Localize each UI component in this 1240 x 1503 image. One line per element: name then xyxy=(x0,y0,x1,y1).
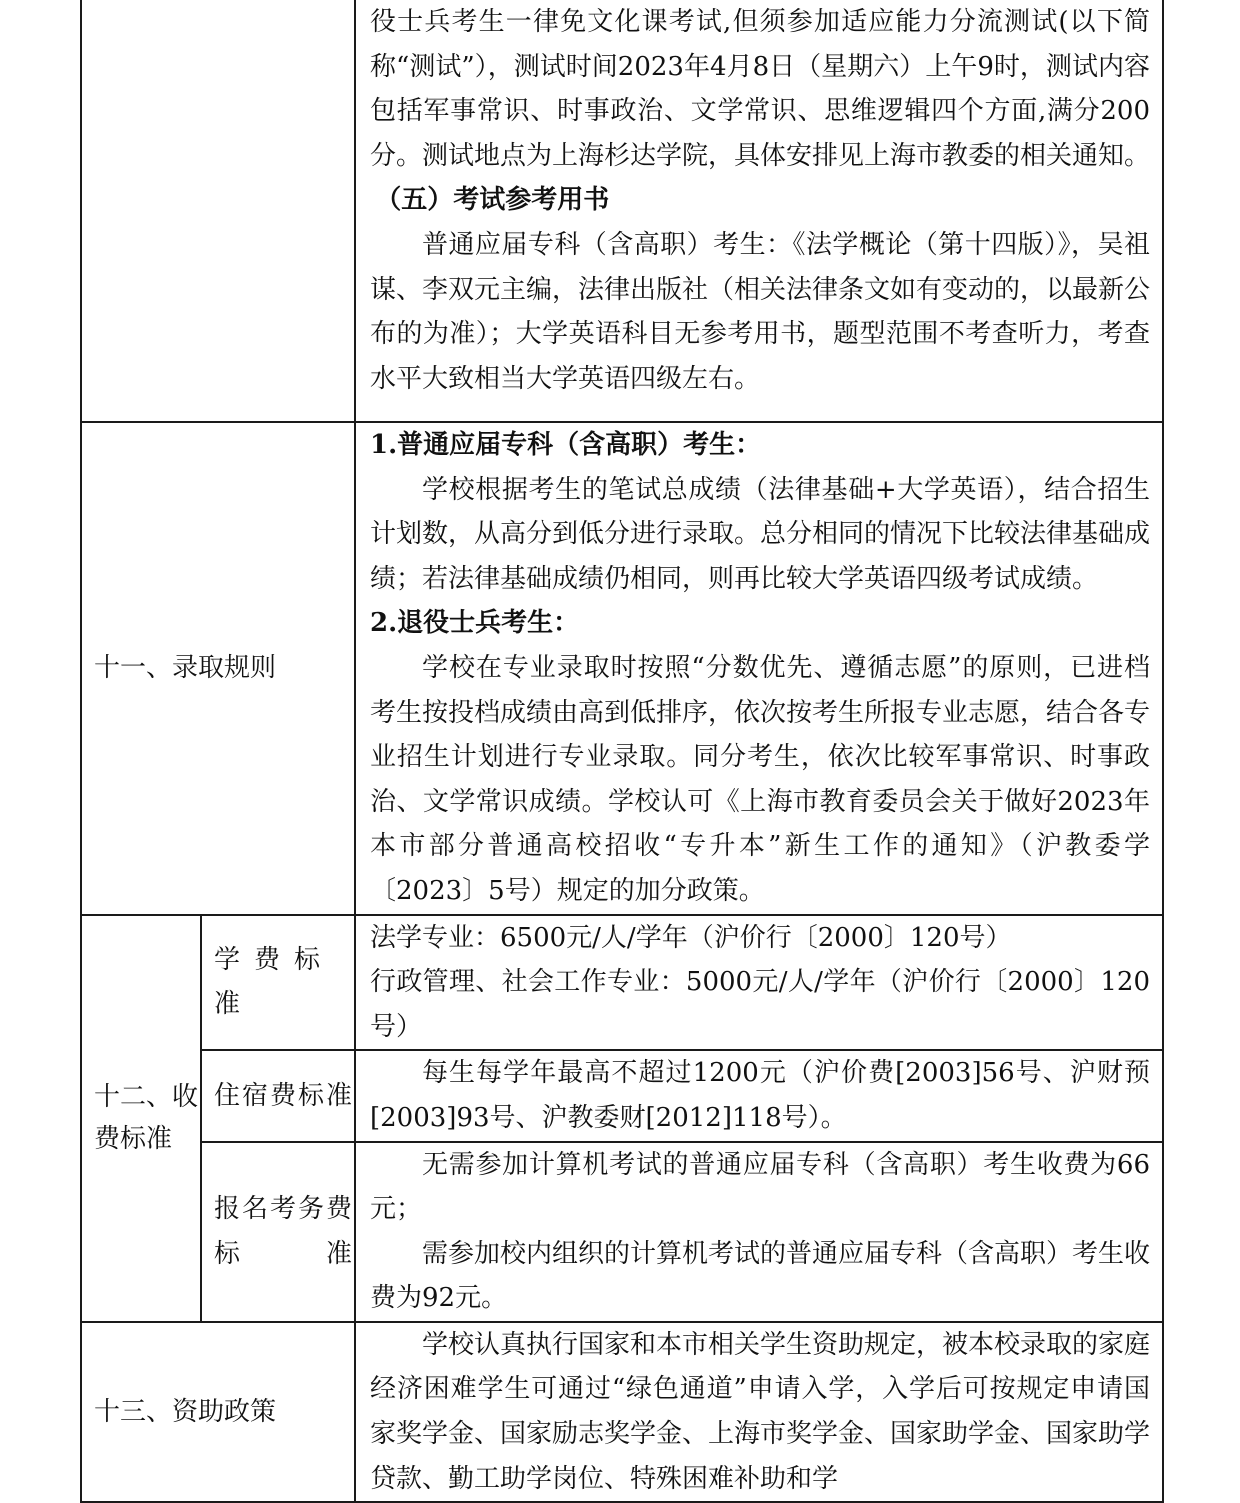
dorm-content xyxy=(355,1050,1163,1141)
reference-books-heading: （五）考试参考用书 xyxy=(375,185,610,216)
exam-fee-computer: 需参加校内组织的计算机考试的普通应届专科（含高职）考生收费为92元。 xyxy=(370,1238,1151,1314)
admission-rules-label: 十一、录取规则 xyxy=(81,422,355,915)
document-table xyxy=(80,0,1164,1503)
admission-rules-row xyxy=(81,422,1163,915)
admission-rules-content xyxy=(355,422,1163,915)
exam-continuation-content xyxy=(355,0,1163,422)
fees-label-line2: 费标准 xyxy=(94,1124,173,1155)
exam-fee-row xyxy=(81,1142,1163,1322)
aid-policy-text: 学校认真执行国家和本市相关学生资助规定，被本校录取的家庭经济困难学生可通过“绿色通道”申请入学，入学后可按规定申请国家奖学金、国家励志奖学金、上海市奖学金、国家助学金、国家助学贷款、勤工助学岗位、特殊困难补助和学 xyxy=(370,1329,1151,1494)
fees-label-line1: 十二、收 xyxy=(94,1082,199,1113)
retired-soldiers-heading: 2.退役士兵考生： xyxy=(370,608,580,639)
dorm-text: 每生每学年最高不超过1200元（沪价费[2003]56号、沪财预[2003]93号、沪教委财[2012]118号）。 xyxy=(370,1058,1150,1133)
exam-fee-label-line1: 报名考务费 xyxy=(214,1194,355,1225)
tuition-law-line: 法学专业：6500元/人/学年（沪价行〔2000〕120号） xyxy=(370,922,1012,953)
fees-label xyxy=(81,915,201,1322)
exam-fee-no-computer: 无需参加计算机考试的普通应届专科（含高职）考生收费为66元； xyxy=(370,1149,1150,1225)
regular-students-heading: 1.普通应届专科（含高职）考生： xyxy=(370,430,762,460)
exam-continuation-label-cell xyxy=(81,0,355,422)
tuition-admin-line: 行政管理、社会工作专业：5000元/人/学年（沪价行〔2000〕120号） xyxy=(370,967,1150,1042)
aid-policy-row xyxy=(81,1322,1163,1502)
exam-fee-label xyxy=(201,1142,355,1322)
tuition-content xyxy=(355,915,1163,1051)
exam-fee-label-line2: 标 准 xyxy=(214,1238,355,1269)
exam-fee-content xyxy=(355,1142,1163,1322)
aid-policy-content xyxy=(355,1322,1163,1502)
exam-continuation-row xyxy=(81,0,1163,422)
dorm-row xyxy=(81,1050,1163,1141)
aid-policy-label: 十三、资助政策 xyxy=(81,1322,355,1502)
tuition-row xyxy=(81,915,1163,1051)
regular-students-rule: 学校根据考生的笔试总成绩（法律基础+大学英语），结合招生计划数，从高分到低分进行录取。总分相同的情况下比较法律基础成绩；若法律基础成绩仍相同，则再比较大学英语四级考试成绩。 xyxy=(370,474,1151,594)
tuition-label: 学费标准 xyxy=(201,915,355,1051)
retired-soldiers-rule: 学校在专业录取时按照“分数优先、遵循志愿”的原则，已进档考生按投档成绩由高到低排序，依次按考生所报专业志愿，结合各专业招生计划进行专业录取。同分考生，依次比较军事常识、时事政治、文学常识成绩。学校认可《上海市教育委员会关于做好2023年本市部分普通高校招收“专升本”新生工作的通知》（沪教委学〔2023〕5号）规定的加分政策。 xyxy=(370,652,1151,906)
reference-books-paragraph: 普通应届专科（含高职）考生：《法学概论（第十四版）》，吴祖谋、李双元主编，法律出版社（相关法律条文如有变动的，以最新公布的为准）；大学英语科目无参考用书，题型范围不考查听力，考查水平大致相当大学英语四级左右。 xyxy=(370,229,1151,394)
retired-soldier-test-paragraph: 役士兵考生一律免文化课考试,但须参加适应能力分流测试(以下简称“测试”），测试时间2023年4月8日（星期六）上午9时，测试内容包括军事常识、时事政治、文学常识、思维逻辑四个方面,满分200分。测试地点为上海杉达学院，具体安排见上海市教委的相关通知。 xyxy=(370,7,1151,171)
dorm-label: 住宿费标准 xyxy=(201,1050,355,1141)
